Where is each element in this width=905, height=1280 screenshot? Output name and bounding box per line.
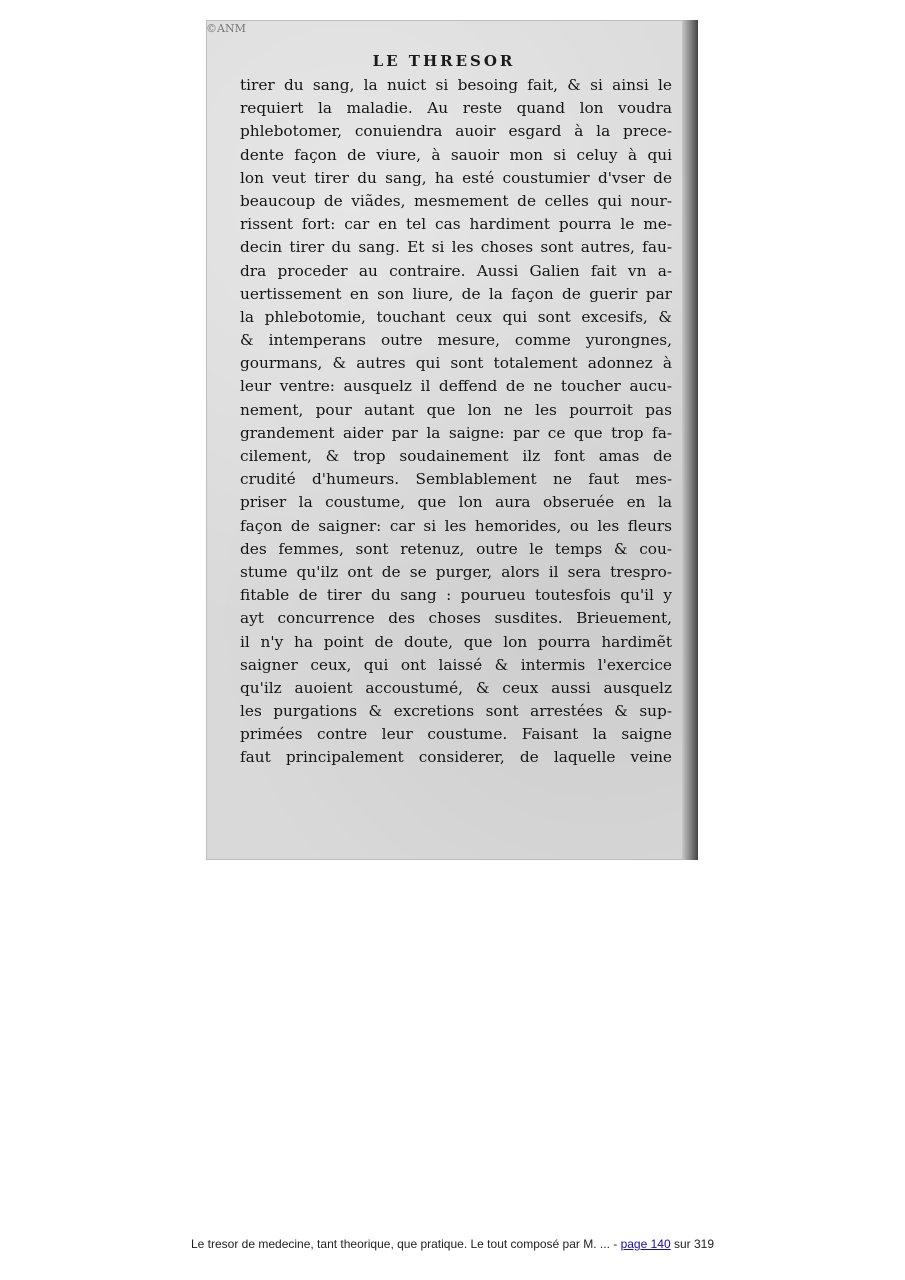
body-text bbox=[240, 74, 672, 770]
text-line: priser la coustume, que lon aura obseruée en la bbox=[240, 493, 672, 512]
text-line: ayt concurrence des choses susdites. Brieuement, bbox=[240, 609, 672, 628]
text-line: primées contre leur coustume. Faisant la saigne bbox=[240, 725, 672, 744]
text-line: crudité d'humeurs. Semblablement ne faut mes- bbox=[240, 470, 672, 489]
book-gutter bbox=[682, 20, 698, 860]
text-line: cilement, & trop soudainement ilz font amas de bbox=[240, 447, 672, 465]
footer-title: Le tresor de medecine, tant theorique, que pratique. Le tout composé par M. ... bbox=[190, 1237, 610, 1251]
text-line: façon de saigner: car si les hemorides, ou les fleurs bbox=[240, 516, 672, 535]
scanned-page bbox=[206, 20, 698, 860]
text-line: il n'y ha point de doute, que lon pourra hardimẽt bbox=[240, 632, 672, 651]
text-line: & intemperans outre mesure, comme yurongnes, bbox=[240, 331, 672, 350]
footer-separator: - bbox=[609, 1237, 621, 1251]
text-line: saigner ceux, qui ont laissé & intermis l'exercice bbox=[240, 655, 672, 674]
text-line: uertissement en son liure, de la façon de guerir par bbox=[240, 284, 672, 303]
text-line: des femmes, sont retenuz, outre le temps & cou- bbox=[240, 539, 672, 558]
running-head: LE THRESOR bbox=[372, 52, 516, 70]
text-line: dra proceder au contraire. Aussi Galien fait vn a- bbox=[240, 261, 672, 280]
watermark: ©ANM bbox=[206, 22, 246, 35]
text-line: rissent fort: car en tel cas hardiment pourra le me- bbox=[240, 215, 672, 234]
text-line: stume qu'ilz ont de se purger, alors il sera trespro- bbox=[240, 562, 672, 581]
text-line: fitable de tirer du sang : pourueu toutesfois qu'il y bbox=[240, 586, 672, 605]
text-line: requiert la maladie. Au reste quand lon voudra bbox=[240, 99, 672, 118]
text-line: decin tirer du sang. Et si les choses sont autres, fau- bbox=[240, 238, 672, 257]
text-line: tirer du sang, la nuict si besoing fait, & si ainsi le bbox=[240, 76, 672, 94]
text-line: les purgations & excretions sont arrestées & sup- bbox=[240, 702, 672, 721]
footer-total: sur 319 bbox=[670, 1237, 714, 1251]
text-line: leur ventre: ausquelz il deffend de ne toucher aucu- bbox=[240, 377, 672, 396]
text-line: beaucoup de viãdes, mesmement de celles qui nour- bbox=[240, 191, 672, 210]
text-line: la phlebotomie, touchant ceux qui sont excesifs, & bbox=[240, 307, 672, 326]
text-line: phlebotomer, conuiendra auoir esgard à la prece- bbox=[240, 122, 672, 141]
text-line: dente façon de viure, à sauoir mon si celuy à qui bbox=[240, 145, 672, 164]
text-line: lon veut tirer du sang, ha esté coustumier d'vser de bbox=[240, 168, 672, 187]
text-line: faut principalement considerer, de laquelle veine bbox=[240, 748, 672, 767]
text-line: gourmans, & autres qui sont totalement adonnez à bbox=[240, 354, 672, 373]
page-link[interactable]: page 140 bbox=[620, 1237, 671, 1251]
text-line: qu'ilz auoient accoustumé, & ceux aussi ausquelz bbox=[240, 678, 672, 697]
text-line: nement, pour autant que lon ne les pourroit pas bbox=[240, 400, 672, 419]
text-line: grandement aider par la saigne: par ce que trop fa- bbox=[240, 423, 672, 442]
footer bbox=[0, 1237, 905, 1251]
